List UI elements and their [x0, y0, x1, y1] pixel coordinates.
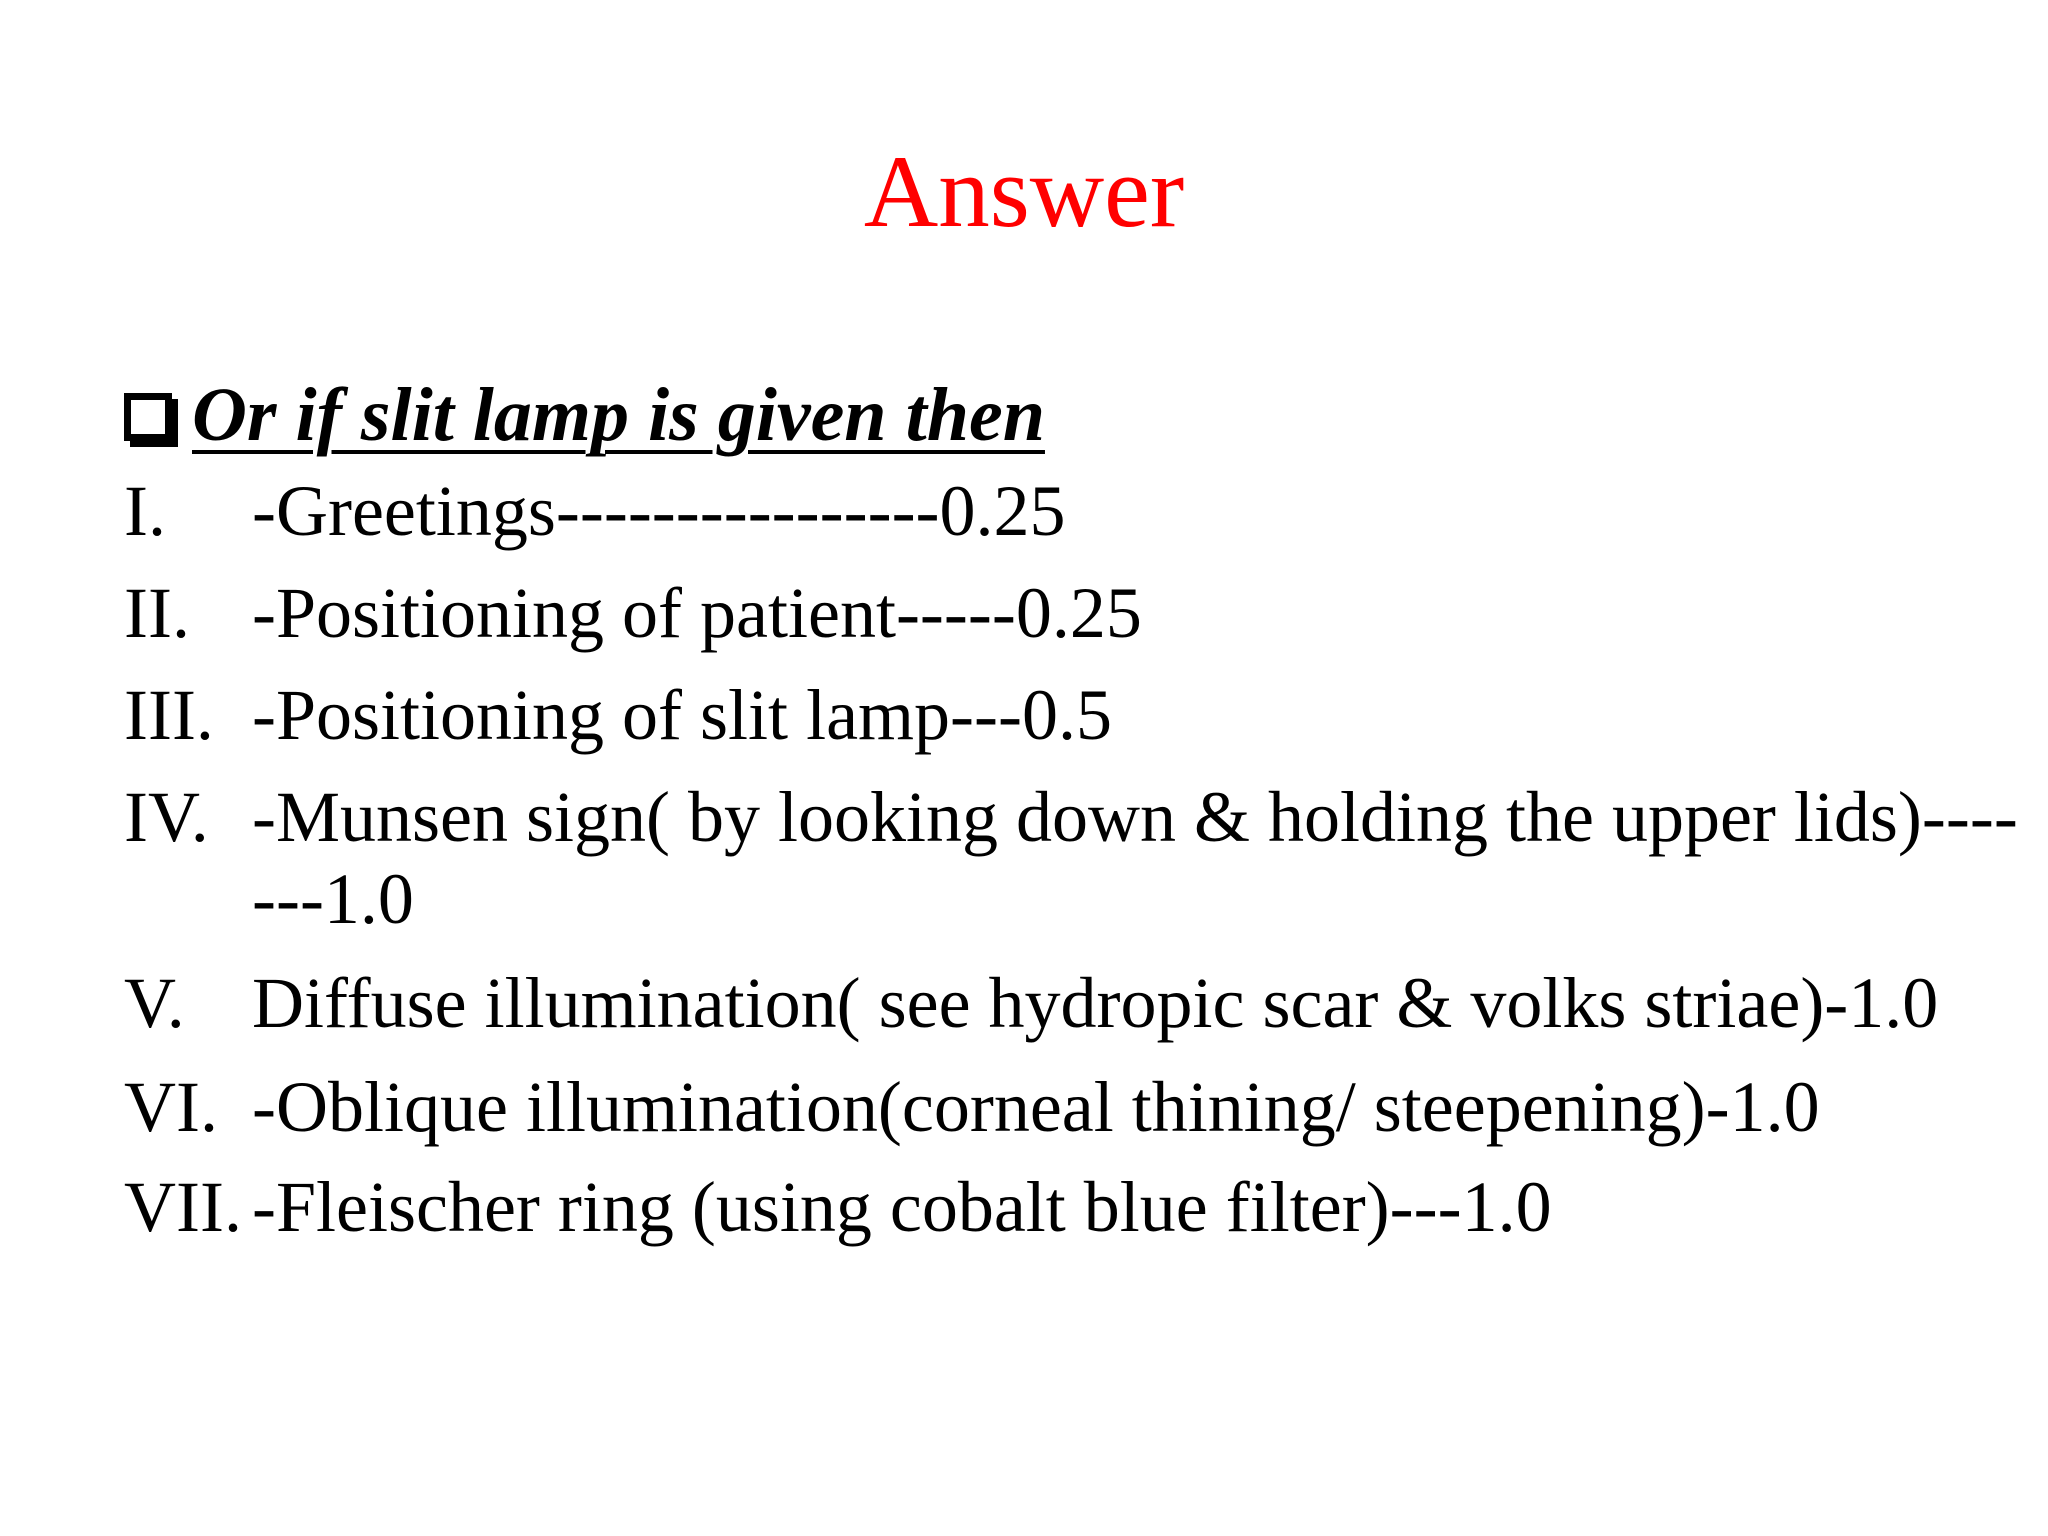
list-item — [124, 962, 2024, 1044]
list-item-number: V. — [124, 963, 185, 1043]
list-item-number: I. — [124, 471, 166, 551]
bullet-heading — [124, 370, 1045, 460]
numbered-list — [124, 470, 2024, 1248]
list-item — [124, 470, 2024, 552]
list-item — [124, 572, 2024, 654]
list-item-text: -Fleischer ring (using cobalt blue filter)---1.0 — [252, 1167, 1552, 1247]
list-item — [124, 1066, 2024, 1148]
slide-title: Answer — [863, 135, 1185, 249]
list-item-text: Diffuse illumination( see hydropic scar & volks striae)-1.0 — [252, 963, 1939, 1043]
list-item-number: II. — [124, 573, 190, 653]
list-item-number: IV. — [124, 777, 209, 857]
list-item-text: -Positioning of slit lamp---0.5 — [252, 675, 1112, 755]
list-item-text: -Greetings----------------0.25 — [252, 471, 1066, 551]
list-item-text: -Positioning of patient-----0.25 — [252, 573, 1142, 653]
list-item-text: -Oblique illumination(corneal thining/ steepening)-1.0 — [252, 1067, 1820, 1147]
list-item-number: VII. — [124, 1167, 242, 1247]
bullet-heading-text: Or if slit lamp is given then — [192, 372, 1045, 457]
list-item — [124, 776, 2024, 940]
list-item — [124, 674, 2024, 756]
list-item-number: VI. — [124, 1067, 218, 1147]
list-item — [124, 1166, 2024, 1248]
list-item-text: -Munsen sign( by looking down & holding the upper lids)-------1.0 — [252, 777, 2018, 939]
list-item-number: III. — [124, 675, 214, 755]
checkbox-square-icon — [124, 393, 172, 441]
